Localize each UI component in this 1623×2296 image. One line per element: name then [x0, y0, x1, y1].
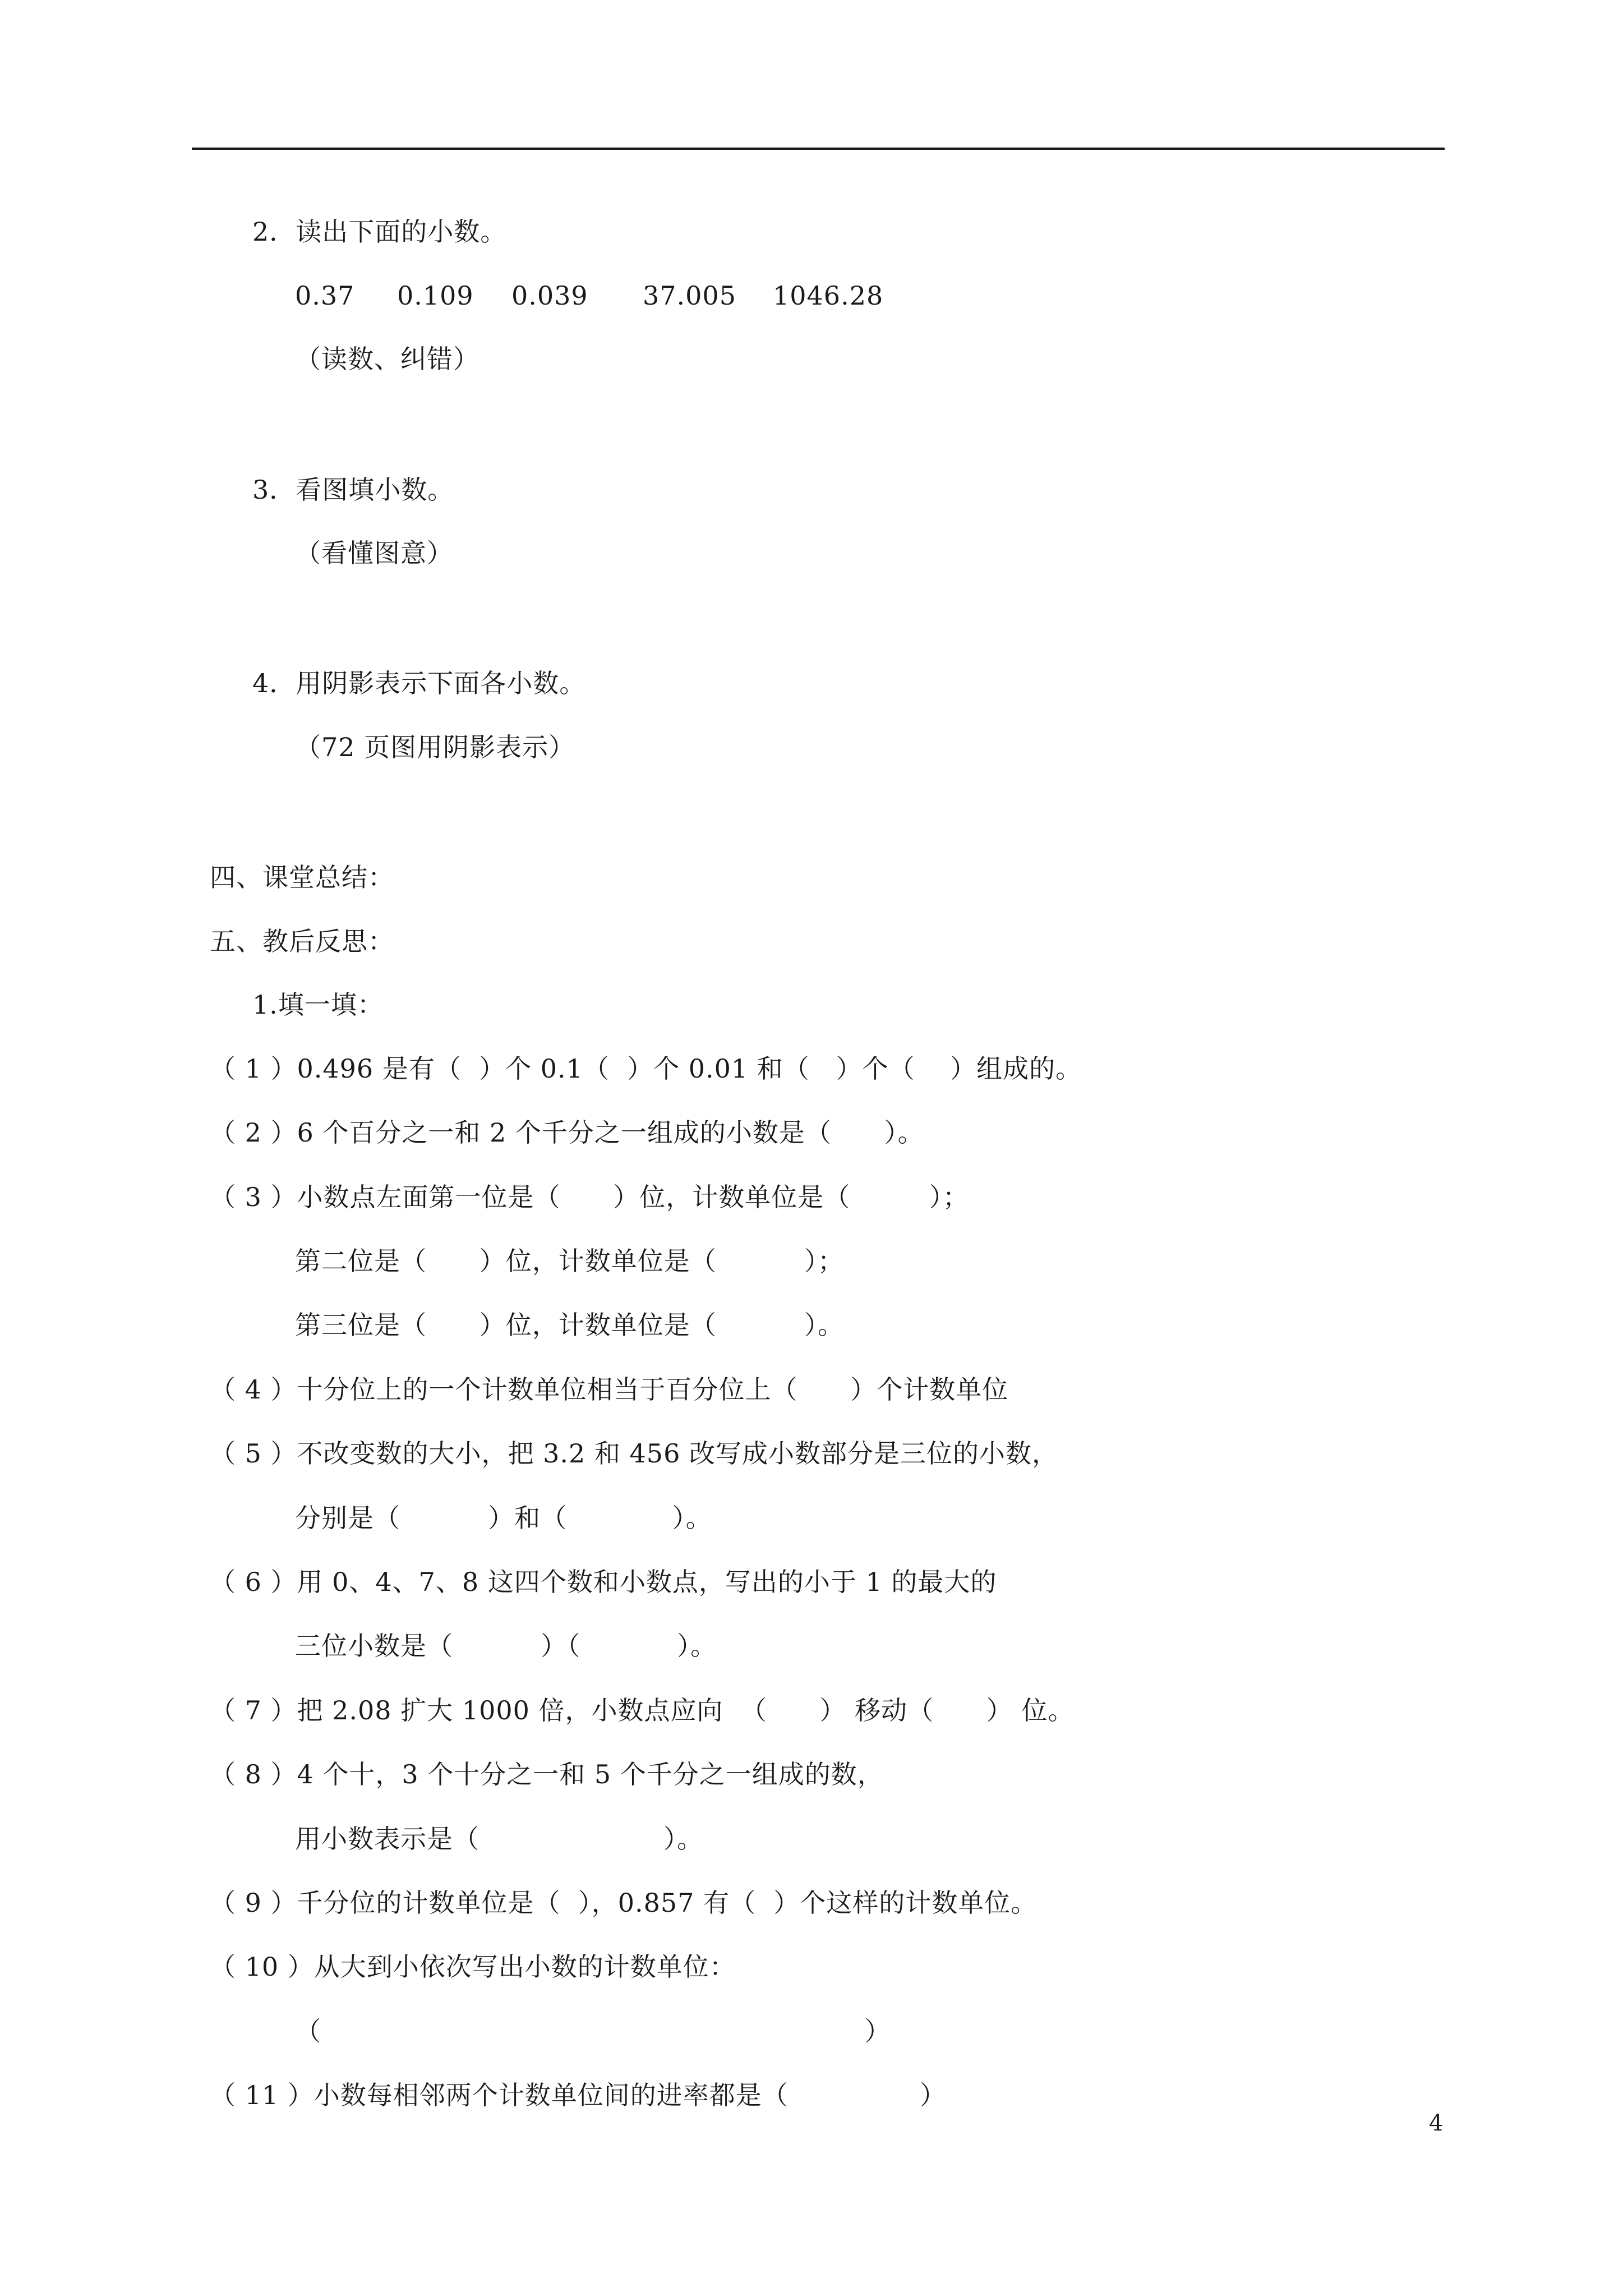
decimal-number: 1046.28 — [773, 280, 884, 311]
question-5: （ 5 ）不改变数的大小，把 3.2 和 456 改写成小数部分是三位的小数， — [210, 1438, 1058, 1469]
question-6: （ 6 ）用 0、4、7、8 这四个数和小数点，写出的小于 1 的最大的 — [210, 1567, 997, 1597]
header-rule — [192, 148, 1445, 150]
question-3: （ 3 ）小数点左面第一位是（ ）位，计数单位是（ ）； — [210, 1182, 969, 1212]
section-3-heading: 3．看图填小数。 — [252, 475, 454, 505]
decimal-numbers-row — [295, 279, 912, 312]
section-4-note: （72 页图用阴影表示） — [295, 732, 575, 762]
decimal-number: 0.109 — [397, 280, 474, 311]
section-2-note: （读数、纠错） — [295, 344, 479, 374]
question-10-answer-line: （ ） — [295, 2016, 891, 2046]
decimal-number: 0.039 — [511, 280, 588, 311]
question-11: （ 11 ）小数每相邻两个计数单位间的进率都是（ ） — [210, 2080, 947, 2110]
decimal-number: 0.37 — [295, 280, 355, 311]
section-3-note: （看懂图意） — [295, 538, 453, 568]
question-6-line-2: 三位小数是（ ）（ ）。 — [295, 1631, 717, 1661]
question-7: （ 7 ）把 2.08 扩大 1000 倍，小数点应向 （ ） 移动（ ） 位。 — [210, 1695, 1075, 1726]
question-8: （ 8 ）4 个十，3 个十分之一和 5 个千分之一组成的数， — [210, 1759, 884, 1789]
section-4-heading: 4．用阴影表示下面各小数。 — [252, 668, 586, 698]
question-4: （ 4 ）十分位上的一个计数单位相当于百分位上（ ）个计数单位 — [210, 1374, 1009, 1405]
question-10: （ 10 ）从大到小依次写出小数的计数单位： — [210, 1952, 736, 1982]
reflection-heading: 五、教后反思： — [210, 926, 394, 956]
question-8-line-2: 用小数表示是（ ）。 — [295, 1824, 704, 1854]
question-1: （ 1 ）0.496 是有（ ）个 0.1（ ）个 0.01 和（ ）个（ ）组成的。 — [210, 1053, 1082, 1084]
question-5-line-2: 分别是（ ）和（ ）。 — [295, 1503, 712, 1533]
question-3-line-2: 第二位是（ ）位，计数单位是（ ）； — [295, 1246, 844, 1276]
summary-heading: 四、课堂总结： — [210, 862, 394, 892]
question-3-line-3: 第三位是（ ）位，计数单位是（ ）。 — [295, 1310, 844, 1340]
section-2-heading: 2．读出下面的小数。 — [252, 217, 507, 247]
page-number: 4 — [1429, 2110, 1444, 2136]
decimal-number: 37.005 — [643, 280, 736, 311]
question-9: （ 9 ）千分位的计数单位是（ ），0.857 有（ ）个这样的计数单位。 — [210, 1888, 1038, 1918]
exercise-title: 1.填一填： — [252, 990, 384, 1020]
question-2: （ 2 ）6 个百分之一和 2 个千分之一组成的小数是（ ）。 — [210, 1117, 924, 1148]
